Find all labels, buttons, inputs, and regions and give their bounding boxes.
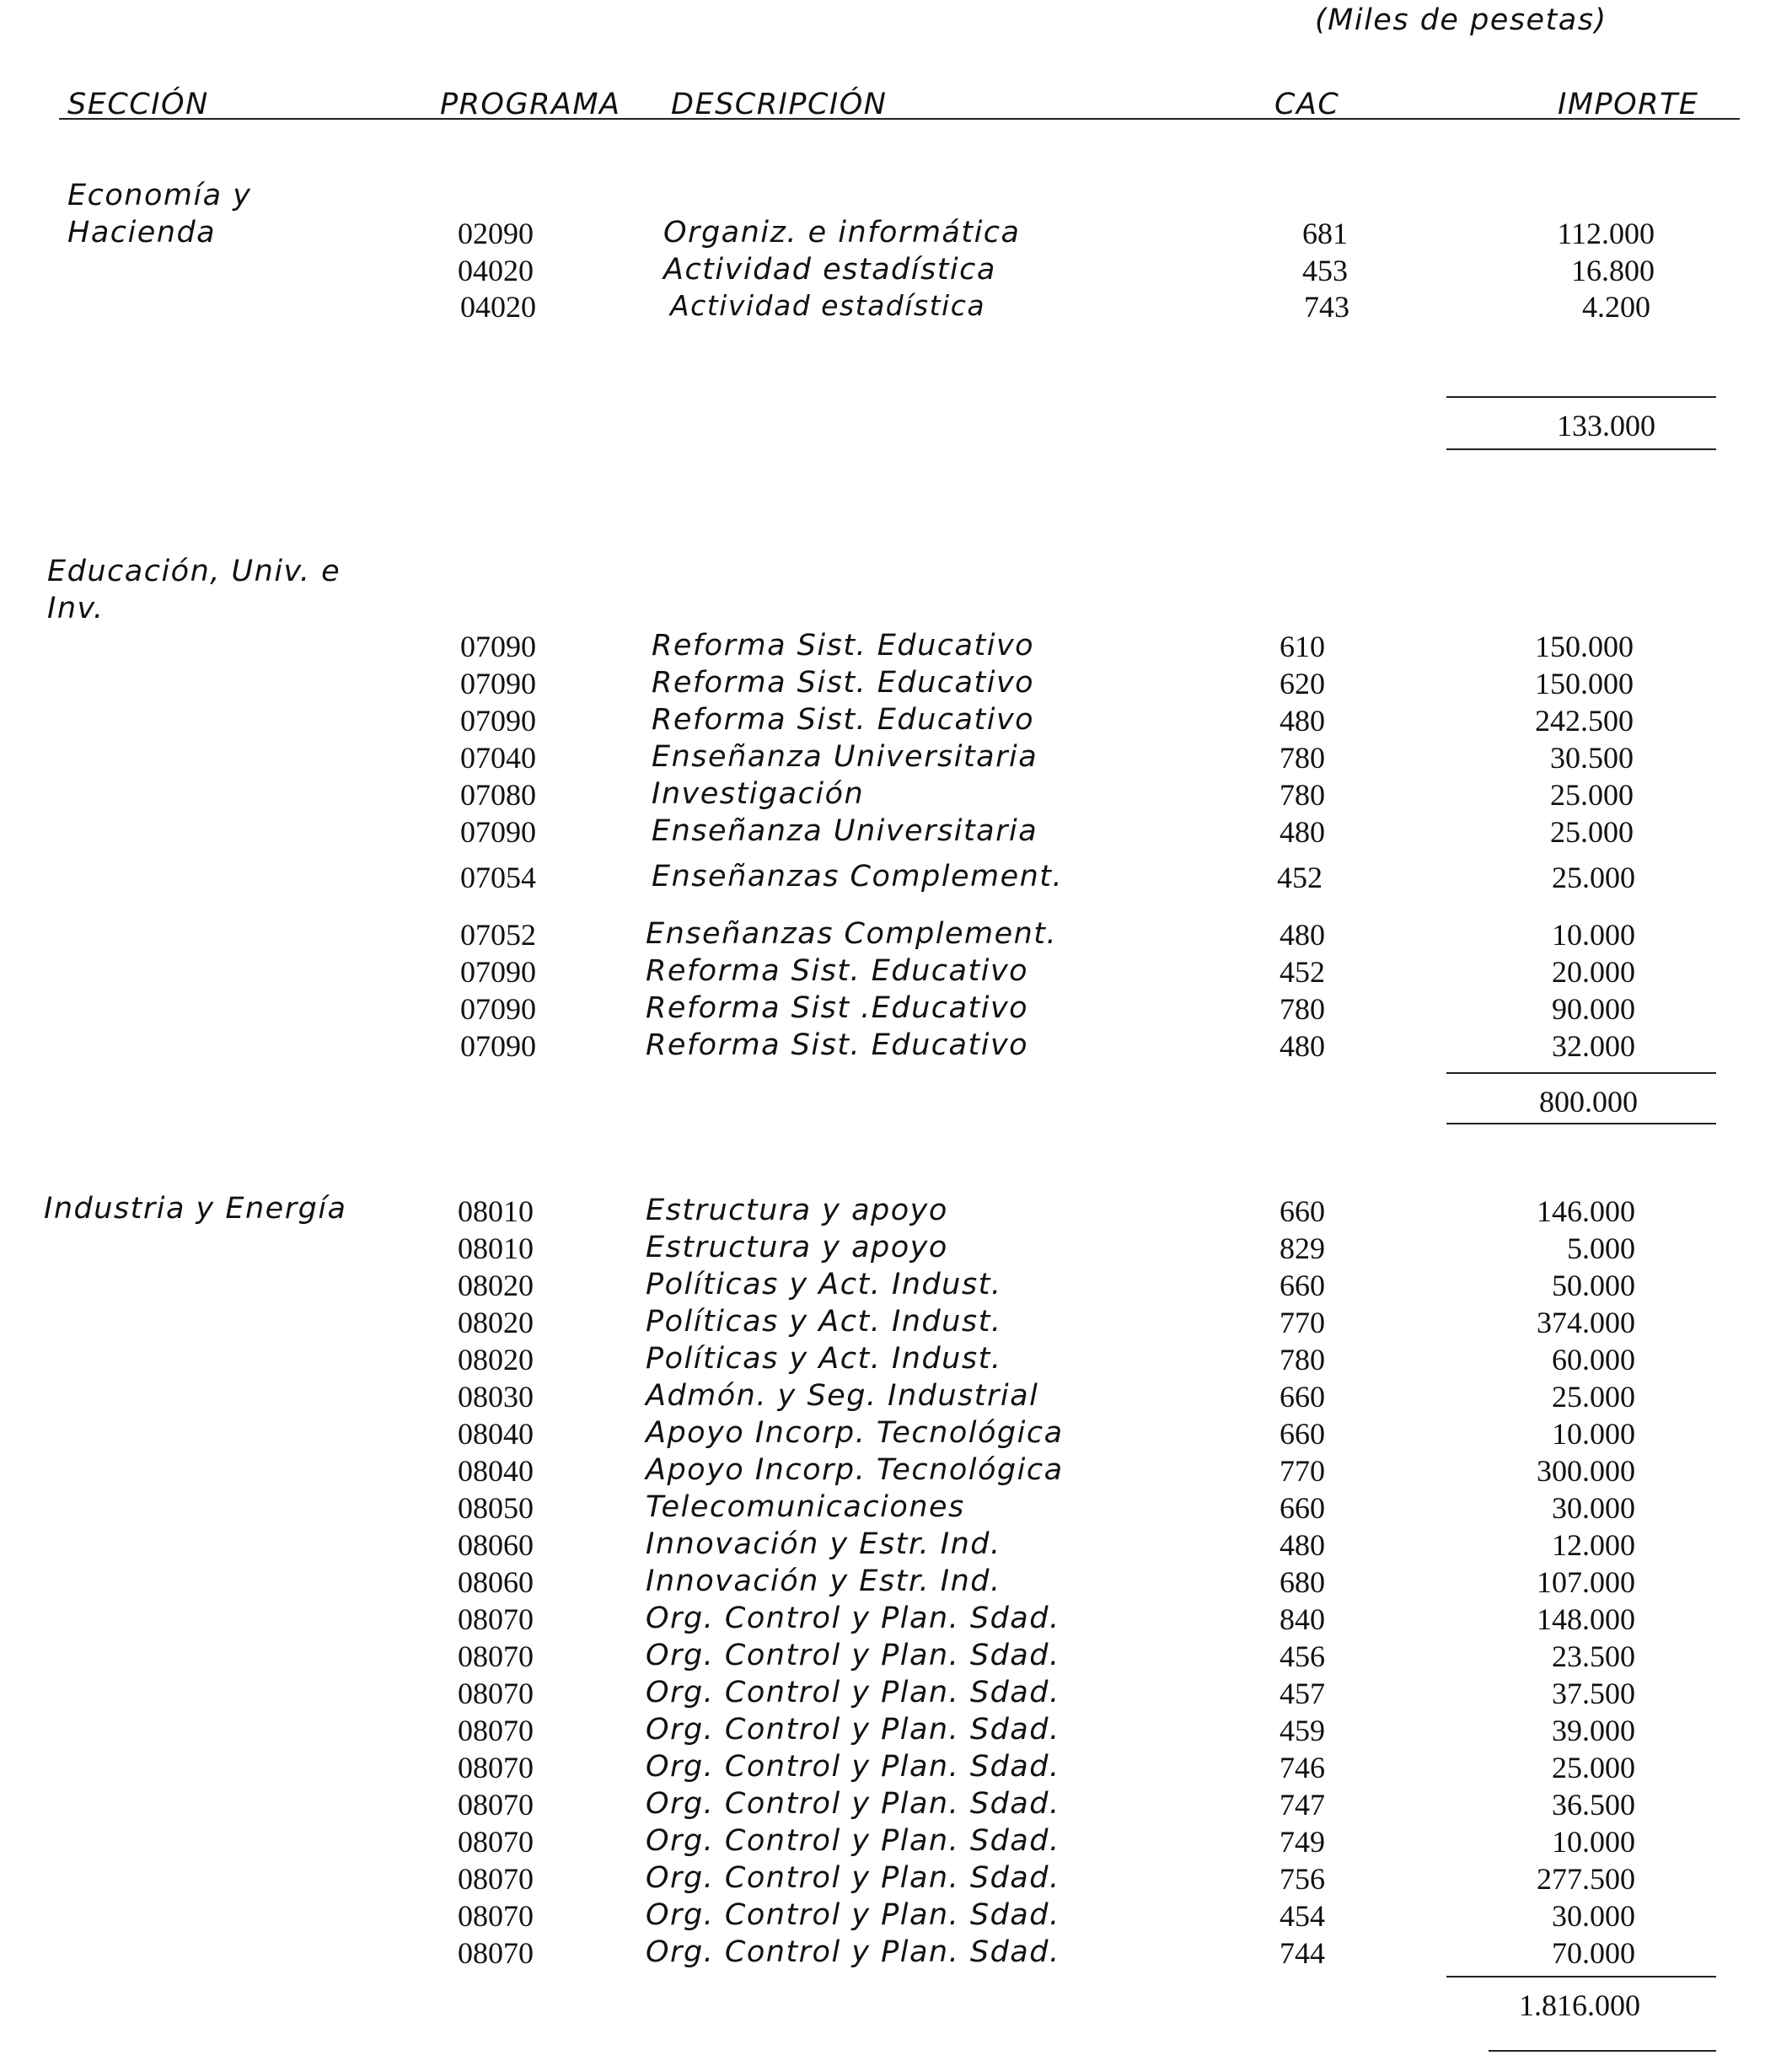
cac-cell: 743 (1304, 290, 1349, 324)
table-row (0, 814, 1792, 848)
descripcion-cell: Admón. y Seg. Industrial (646, 1379, 1039, 1413)
cac-cell: 610 (1280, 630, 1325, 663)
descripcion-cell: Estructura y apoyo (646, 1231, 948, 1264)
importe-cell: 70.000 (1552, 1936, 1635, 1970)
programa-cell: 08020 (458, 1343, 534, 1376)
importe-cell: 50.000 (1552, 1269, 1635, 1302)
cac-cell: 456 (1280, 1639, 1325, 1673)
descripcion-cell: Org. Control y Plan. Sdad. (646, 1713, 1060, 1747)
table-row (0, 1527, 1792, 1561)
programa-cell: 08050 (458, 1491, 534, 1525)
table-row (0, 1824, 1792, 1858)
descripcion-cell: Enseñanza Universitaria (652, 814, 1038, 848)
descripcion-cell: Innovación y Estr. Ind. (646, 1564, 1001, 1598)
programa-cell: 08070 (458, 1677, 534, 1710)
table-row (0, 1564, 1792, 1598)
cac-cell: 840 (1280, 1602, 1325, 1636)
importe-cell: 30.000 (1552, 1899, 1635, 1933)
importe-cell: 25.000 (1552, 1751, 1635, 1784)
importe-cell: 60.000 (1552, 1343, 1635, 1376)
importe-cell: 112.000 (1557, 217, 1655, 250)
programa-cell: 08060 (458, 1528, 534, 1562)
programa-cell: 08040 (458, 1417, 534, 1451)
importe-cell: 5.000 (1567, 1232, 1635, 1265)
descripcion-cell: Actividad estadística (663, 253, 996, 287)
cac-cell: 452 (1280, 955, 1325, 989)
importe-cell: 23.500 (1552, 1639, 1635, 1673)
programa-cell: 08030 (458, 1380, 534, 1414)
table-row (0, 1787, 1792, 1821)
cac-cell: 453 (1302, 254, 1348, 287)
descripcion-cell: Org. Control y Plan. Sdad. (646, 1898, 1060, 1932)
importe-cell: 107.000 (1537, 1565, 1635, 1599)
cac-cell: 747 (1280, 1788, 1325, 1822)
table-row (0, 703, 1792, 737)
programa-cell: 07090 (460, 704, 536, 738)
descripcion-cell: Apoyo Incorp. Tecnológica (646, 1416, 1064, 1450)
descripcion-cell: Reforma Sist. Educativo (646, 1028, 1029, 1062)
descripcion-cell: Telecomunicaciones (646, 1490, 965, 1524)
section-title-economia: Economía y Hacienda (67, 179, 252, 250)
importe-cell: 10.000 (1552, 1825, 1635, 1859)
descripcion-cell: Estructura y apoyo (646, 1194, 948, 1227)
cac-cell: 660 (1280, 1491, 1325, 1525)
descripcion-cell: Org. Control y Plan. Sdad. (646, 1861, 1060, 1895)
programa-cell: 07090 (460, 955, 536, 989)
descripcion-cell: Org. Control y Plan. Sdad. (646, 1824, 1060, 1858)
section-total: 133.000 (1557, 409, 1655, 443)
importe-cell: 32.000 (1552, 1029, 1635, 1063)
importe-cell: 148.000 (1537, 1602, 1635, 1636)
section-title-industria: Industria y Energía (44, 1192, 347, 1226)
importe-cell: 300.000 (1537, 1454, 1635, 1488)
importe-cell: 10.000 (1552, 1417, 1635, 1451)
importe-cell: 146.000 (1537, 1194, 1635, 1228)
table-row (0, 991, 1792, 1025)
programa-cell: 07054 (460, 861, 536, 894)
table-row (0, 917, 1792, 951)
cac-cell: 756 (1280, 1862, 1325, 1896)
descripcion-cell: Org. Control y Plan. Sdad. (646, 1935, 1060, 1969)
programa-cell: 04020 (458, 254, 534, 287)
programa-cell: 08070 (458, 1714, 534, 1747)
descripcion-cell: Org. Control y Plan. Sdad. (646, 1676, 1060, 1709)
table-row (0, 216, 1792, 250)
importe-cell: 150.000 (1535, 667, 1634, 700)
cac-cell: 480 (1280, 1029, 1325, 1063)
section-total: 800.000 (1539, 1085, 1638, 1119)
importe-cell: 374.000 (1537, 1306, 1635, 1339)
programa-cell: 08010 (458, 1194, 534, 1228)
programa-cell: 08070 (458, 1788, 534, 1822)
table-row (0, 1231, 1792, 1264)
importe-cell: 242.500 (1535, 704, 1634, 738)
cac-cell: 454 (1280, 1899, 1325, 1933)
table-row (0, 740, 1792, 774)
table-row (0, 1194, 1792, 1227)
cac-cell: 829 (1280, 1232, 1325, 1265)
importe-cell: 30.000 (1552, 1491, 1635, 1525)
programa-cell: 08010 (458, 1232, 534, 1265)
cac-cell: 480 (1280, 1528, 1325, 1562)
descripcion-cell: Reforma Sist. Educativo (652, 703, 1035, 737)
table-row (0, 629, 1792, 663)
total-rule-bottom (1489, 2050, 1716, 2052)
table-row (0, 1861, 1792, 1895)
table-row (0, 1305, 1792, 1339)
table-row (0, 1750, 1792, 1784)
programa-cell: 07090 (460, 630, 536, 663)
programa-cell: 07090 (460, 667, 536, 700)
cac-cell: 480 (1280, 704, 1325, 738)
programa-cell: 08020 (458, 1306, 534, 1339)
descripcion-cell: Innovación y Estr. Ind. (646, 1527, 1001, 1561)
cac-cell: 459 (1280, 1714, 1325, 1747)
total-rule-top (1446, 1072, 1716, 1074)
section-total: 1.816.000 (1519, 1988, 1640, 2022)
total-rule-bottom (1446, 448, 1716, 450)
programa-cell: 08070 (458, 1936, 534, 1970)
programa-cell: 07080 (460, 778, 536, 812)
table-row (0, 1342, 1792, 1376)
descripcion-cell: Reforma Sist. Educativo (652, 666, 1035, 700)
cac-cell: 620 (1280, 667, 1325, 700)
programa-cell: 08070 (458, 1825, 534, 1859)
cac-cell: 480 (1280, 918, 1325, 952)
table-row (0, 954, 1792, 988)
programa-cell: 08070 (458, 1602, 534, 1636)
descripcion-cell: Investigación (652, 777, 865, 811)
cac-cell: 746 (1280, 1751, 1325, 1784)
descripcion-cell: Políticas y Act. Indust. (646, 1268, 1002, 1301)
cac-cell: 780 (1280, 778, 1325, 812)
importe-cell: 277.500 (1537, 1862, 1635, 1896)
table-row (0, 1028, 1792, 1062)
total-rule-top (1446, 396, 1716, 398)
descripcion-cell: Reforma Sist. Educativo (646, 954, 1029, 988)
descripcion-cell: Org. Control y Plan. Sdad. (646, 1787, 1060, 1821)
header-importe: IMPORTE (1558, 88, 1699, 121)
cac-cell: 681 (1302, 217, 1348, 250)
total-rule-bottom (1446, 1123, 1716, 1124)
header-descripcion: DESCRIPCIÓN (671, 88, 888, 121)
cac-cell: 680 (1280, 1565, 1325, 1599)
descripcion-cell: Enseñanza Universitaria (652, 740, 1038, 774)
table-row (0, 1898, 1792, 1932)
programa-cell: 07090 (460, 992, 536, 1026)
total-rule-top (1446, 1976, 1716, 1977)
programa-cell: 04020 (460, 290, 536, 324)
importe-cell: 150.000 (1535, 630, 1634, 663)
units-note: (Miles de pesetas) (1315, 3, 1607, 37)
table-row (0, 253, 1792, 287)
importe-cell: 10.000 (1552, 918, 1635, 952)
descripcion-cell: Org. Control y Plan. Sdad. (646, 1639, 1060, 1672)
cac-cell: 480 (1280, 815, 1325, 849)
table-row (0, 1639, 1792, 1672)
importe-cell: 25.000 (1552, 1380, 1635, 1414)
table-row (0, 1416, 1792, 1450)
table-row (0, 1713, 1792, 1747)
table-row (0, 860, 1792, 893)
programa-cell: 07090 (460, 1029, 536, 1063)
importe-cell: 25.000 (1550, 815, 1634, 849)
table-row (0, 289, 1792, 323)
header-rule (59, 118, 1740, 120)
table-row (0, 1379, 1792, 1413)
programa-cell: 08040 (458, 1454, 534, 1488)
programa-cell: 02090 (458, 217, 534, 250)
importe-cell: 20.000 (1552, 955, 1635, 989)
cac-cell: 780 (1280, 1343, 1325, 1376)
table-row (0, 1676, 1792, 1709)
importe-cell: 4.200 (1582, 290, 1650, 324)
header-seccion: SECCIÓN (67, 88, 209, 121)
descripcion-cell: Org. Control y Plan. Sdad. (646, 1750, 1060, 1784)
importe-cell: 25.000 (1552, 861, 1635, 894)
programa-cell: 07052 (460, 918, 536, 952)
table-row (0, 1935, 1792, 1969)
descripcion-cell: Reforma Sist. Educativo (652, 629, 1035, 663)
table-row (0, 1602, 1792, 1635)
cac-cell: 744 (1280, 1936, 1325, 1970)
cac-cell: 660 (1280, 1417, 1325, 1451)
programa-cell: 07090 (460, 815, 536, 849)
cac-cell: 749 (1280, 1825, 1325, 1859)
importe-cell: 25.000 (1550, 778, 1634, 812)
programa-cell: 08070 (458, 1751, 534, 1784)
descripcion-cell: Apoyo Incorp. Tecnológica (646, 1453, 1064, 1487)
header-cac: CAC (1274, 88, 1340, 121)
descripcion-cell: Enseñanzas Complement. (646, 917, 1058, 951)
table-row (0, 1268, 1792, 1301)
programa-cell: 08070 (458, 1639, 534, 1673)
cac-cell: 770 (1280, 1306, 1325, 1339)
cac-cell: 660 (1280, 1380, 1325, 1414)
programa-cell: 08070 (458, 1899, 534, 1933)
table-row (0, 1490, 1792, 1524)
importe-cell: 37.500 (1552, 1677, 1635, 1710)
importe-cell: 36.500 (1552, 1788, 1635, 1822)
programa-cell: 08070 (458, 1862, 534, 1896)
cac-cell: 770 (1280, 1454, 1325, 1488)
importe-cell: 30.500 (1550, 741, 1634, 775)
cac-cell: 660 (1280, 1194, 1325, 1228)
descripcion-cell: Actividad estadística (670, 289, 986, 322)
header-programa: PROGRAMA (440, 88, 621, 121)
table-row (0, 1453, 1792, 1487)
cac-cell: 780 (1280, 741, 1325, 775)
programa-cell: 08020 (458, 1269, 534, 1302)
importe-cell: 90.000 (1552, 992, 1635, 1026)
descripcion-cell: Políticas y Act. Indust. (646, 1342, 1002, 1376)
cac-cell: 452 (1277, 861, 1323, 894)
descripcion-cell: Org. Control y Plan. Sdad. (646, 1602, 1060, 1635)
descripcion-cell: Organiz. e informática (663, 216, 1021, 250)
importe-cell: 12.000 (1552, 1528, 1635, 1562)
importe-cell: 16.800 (1571, 254, 1655, 287)
descripcion-cell: Políticas y Act. Indust. (646, 1305, 1002, 1339)
descripcion-cell: Enseñanzas Complement. (652, 860, 1064, 893)
importe-cell: 39.000 (1552, 1714, 1635, 1747)
table-row (0, 777, 1792, 811)
programa-cell: 08060 (458, 1565, 534, 1599)
section-title-educacion: Educación, Univ. e Inv. (47, 555, 341, 625)
cac-cell: 457 (1280, 1677, 1325, 1710)
cac-cell: 660 (1280, 1269, 1325, 1302)
programa-cell: 07040 (460, 741, 536, 775)
table-row (0, 666, 1792, 700)
cac-cell: 780 (1280, 992, 1325, 1026)
descripcion-cell: Reforma Sist .Educativo (646, 991, 1029, 1025)
